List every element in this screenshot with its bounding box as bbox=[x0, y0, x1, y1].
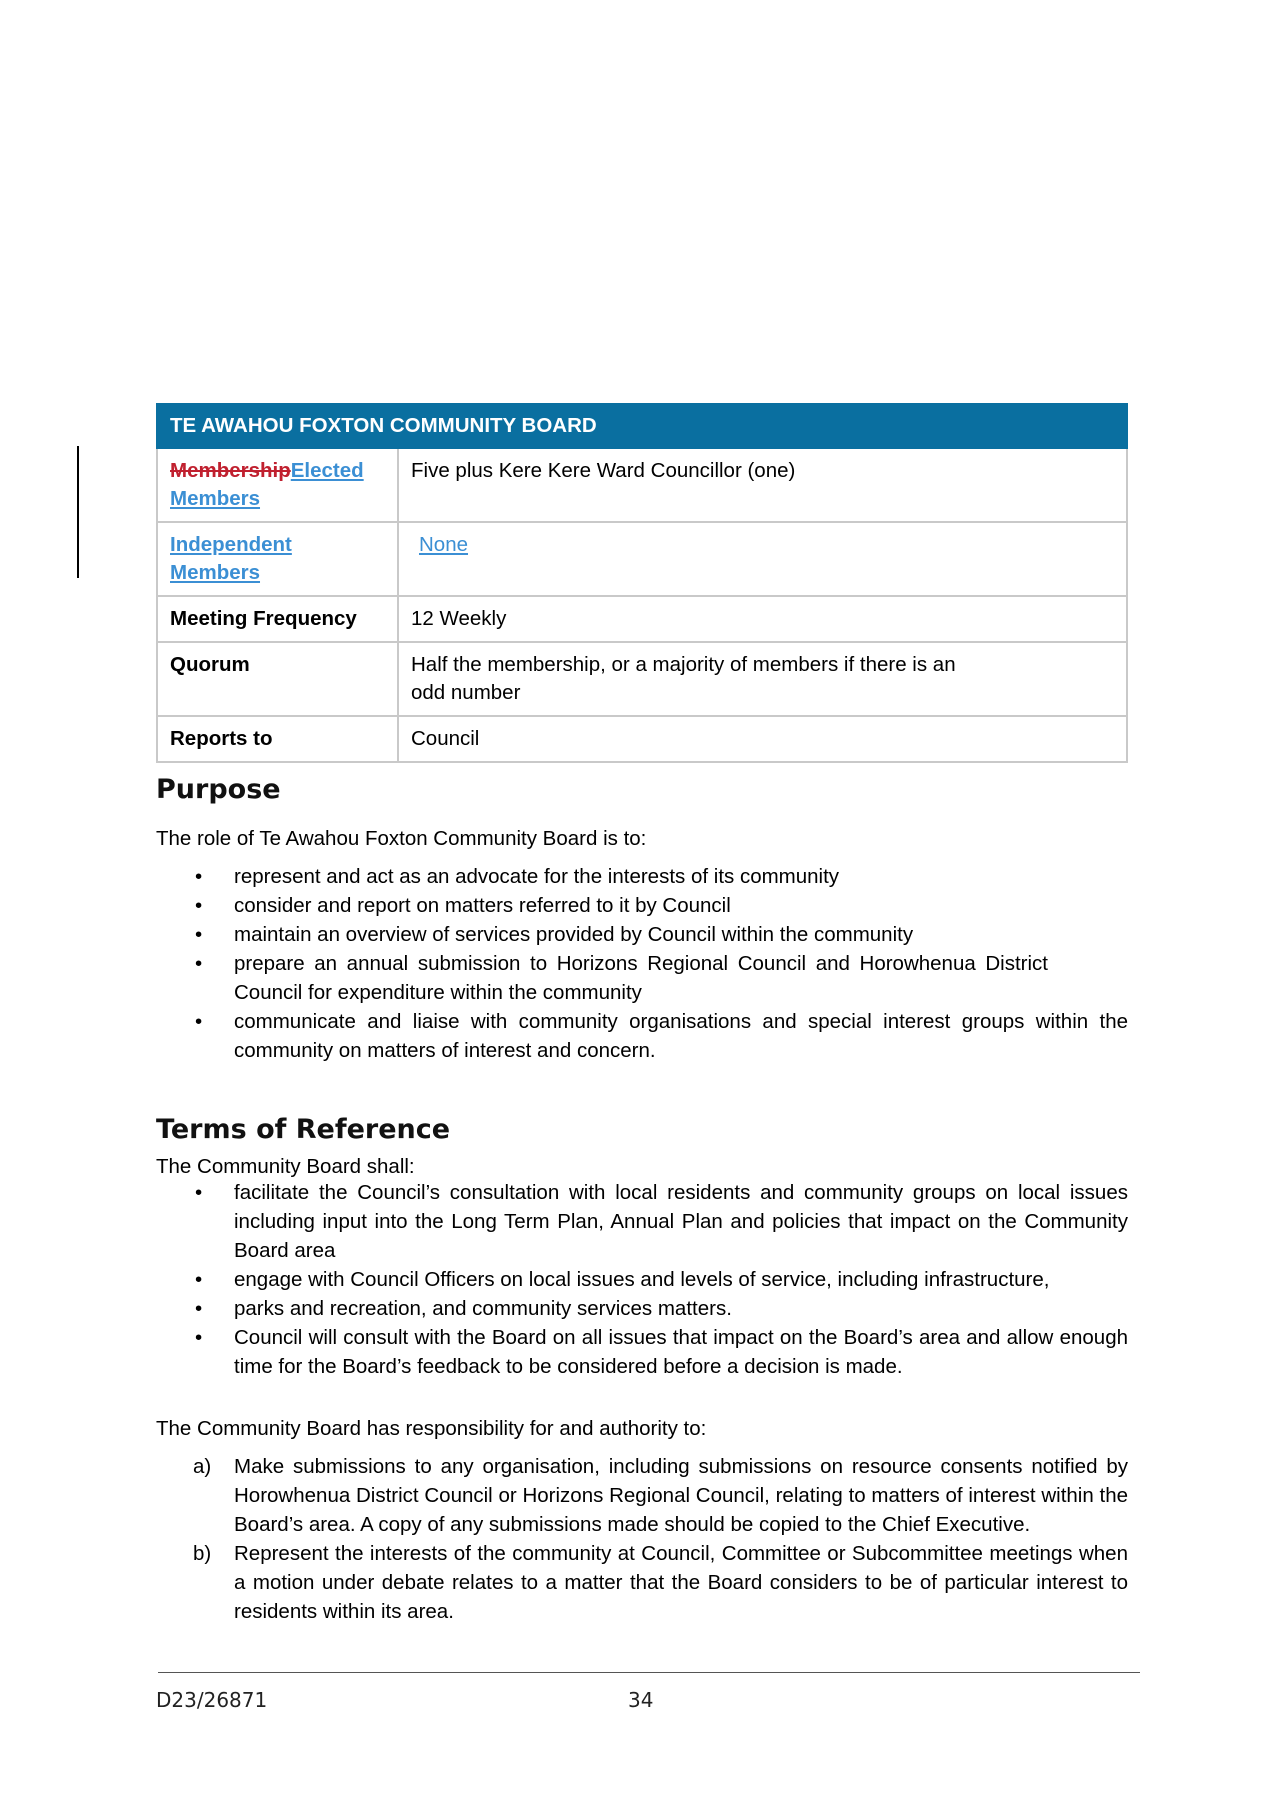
list-marker: b) bbox=[193, 1542, 212, 1565]
list-item bbox=[156, 1452, 1128, 1539]
authority-list bbox=[156, 1452, 1128, 1626]
list-item: • consider and report on matters referred to it by Council bbox=[156, 891, 1128, 920]
row-value bbox=[398, 522, 1127, 596]
row-value: Half the membership, or a majority of members if there is an odd number bbox=[398, 642, 1127, 716]
table-row bbox=[157, 642, 1127, 716]
row-label-independent-members bbox=[157, 522, 398, 596]
purpose-list bbox=[156, 862, 1128, 1065]
purpose-intro: The role of Te Awahou Foxton Community Board is to: bbox=[156, 827, 647, 850]
deleted-text: Membership bbox=[170, 459, 291, 482]
document-reference: D23/26871 bbox=[156, 1688, 268, 1712]
table-row bbox=[157, 448, 1127, 522]
list-item: • engage with Council Officers on local issues and levels of service, including infrastructure, bbox=[156, 1265, 1128, 1294]
row-value: Five plus Kere Kere Ward Councillor (one) bbox=[398, 448, 1127, 522]
list-item: • represent and act as an advocate for the interests of its community bbox=[156, 862, 1128, 891]
inserted-text: None bbox=[419, 533, 469, 556]
authority-intro: The Community Board has responsibility for and authority to: bbox=[156, 1417, 707, 1440]
row-label-elected-members bbox=[157, 448, 398, 522]
list-item: • Council will consult with the Board on all issues that impact on the Board’s area and allow enough time for the Board’s feedback to be considered before a decision is made. bbox=[156, 1323, 1128, 1381]
terms-list bbox=[156, 1178, 1128, 1381]
list-item: • facilitate the Council’s consultation with local residents and community groups on local issues including input into the Long Term Plan, Annual Plan and policies that impact on the Community Board area bbox=[156, 1178, 1128, 1265]
table-row bbox=[157, 522, 1127, 596]
list-item-text: Make submissions to any organisation, including submissions on resource consents notified by Horowhenua District Council or Horizons Regional Council, relating to matters of interest within the Board’s area. A copy of any submissions made should be copied to the Chief Executive. bbox=[234, 1455, 1128, 1536]
row-label: Reports to bbox=[157, 716, 398, 762]
row-label: Quorum bbox=[157, 642, 398, 716]
list-marker: a) bbox=[193, 1455, 212, 1478]
row-value: Council bbox=[398, 716, 1127, 762]
inserted-text: Elected Members bbox=[170, 459, 364, 510]
table-row bbox=[157, 716, 1127, 762]
list-item: • parks and recreation, and community services matters. bbox=[156, 1294, 1128, 1323]
inserted-text: Independent Members bbox=[170, 533, 292, 584]
revision-change-bar bbox=[77, 446, 79, 578]
table-row bbox=[157, 596, 1127, 642]
list-item: • communicate and liaise with community organisations and special interest groups within the community on matters of interest and concern. bbox=[156, 1007, 1128, 1065]
list-item: • prepare an annual submission to Horizons Regional Council and Horowhenua District Council for expenditure within the community bbox=[156, 949, 1128, 1007]
footer-divider bbox=[158, 1672, 1140, 1673]
list-item: • maintain an overview of services provided by Council within the community bbox=[156, 920, 1128, 949]
board-details-table bbox=[156, 403, 1128, 763]
row-label: Meeting Frequency bbox=[157, 596, 398, 642]
purpose-heading: Purpose bbox=[156, 774, 281, 805]
page-number: 34 bbox=[628, 1688, 654, 1712]
list-item bbox=[156, 1539, 1128, 1626]
table-header: TE AWAHOU FOXTON COMMUNITY BOARD bbox=[157, 404, 1127, 448]
terms-intro: The Community Board shall: bbox=[156, 1155, 415, 1178]
row-value: 12 Weekly bbox=[398, 596, 1127, 642]
list-item-text: Represent the interests of the community at Council, Committee or Subcommittee meetings when a motion under debate relates to a matter that the Board considers to be of particular interest to residents within its area. bbox=[234, 1542, 1128, 1623]
terms-heading: Terms of Reference bbox=[156, 1114, 451, 1145]
